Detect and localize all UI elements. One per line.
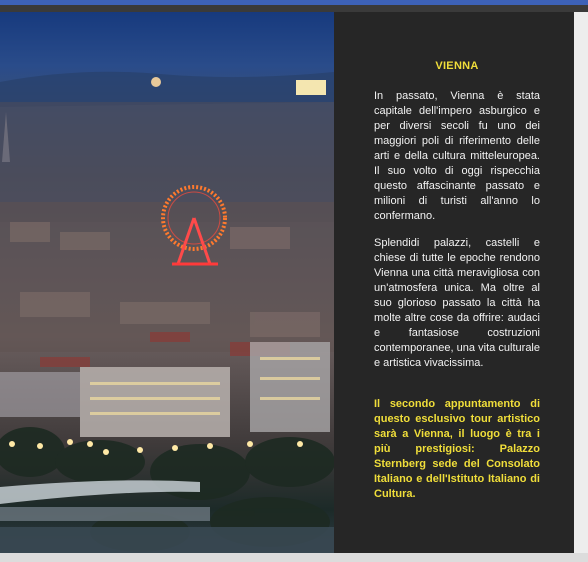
top-strip — [0, 0, 588, 5]
bottom-page-edge — [0, 553, 588, 562]
article-title: VIENNA — [435, 60, 479, 72]
vienna-night-photo — [0, 12, 334, 553]
city-illustration — [0, 12, 334, 553]
right-page-edge — [574, 12, 588, 553]
paragraph-architecture: Splendidi palazzi, castelli e chiese di tutte le epoche rendono Vienna una città meravigliosa con un'atmosfera unica. Ma oltre al suo glorioso passato la città ha molte altre cose da offrire: audaci e fantasiose costruzioni contemporanee, una vita culturale e artistica vivacissima. — [374, 237, 540, 369]
paragraph-history: In passato, Vienna è stata capitale dell'impero asburgico e per diversi secoli fu uno dei maggiori poli di riferimento delle arti e della cultura mitteleuropea. Il suo volto di oggi rispecchia questo affascinante passato e milioni di turisti all'anno lo confermano. — [374, 90, 540, 222]
paragraph-tour-announcement: Il secondo appuntamento di questo esclusivo tour artistico sarà a Vienna, il luogo è tra i più prestigiosi: Palazzo Sternberg sede del Consolato Italiano e dell'Istituto Italiano di Cultura. — [374, 398, 540, 500]
